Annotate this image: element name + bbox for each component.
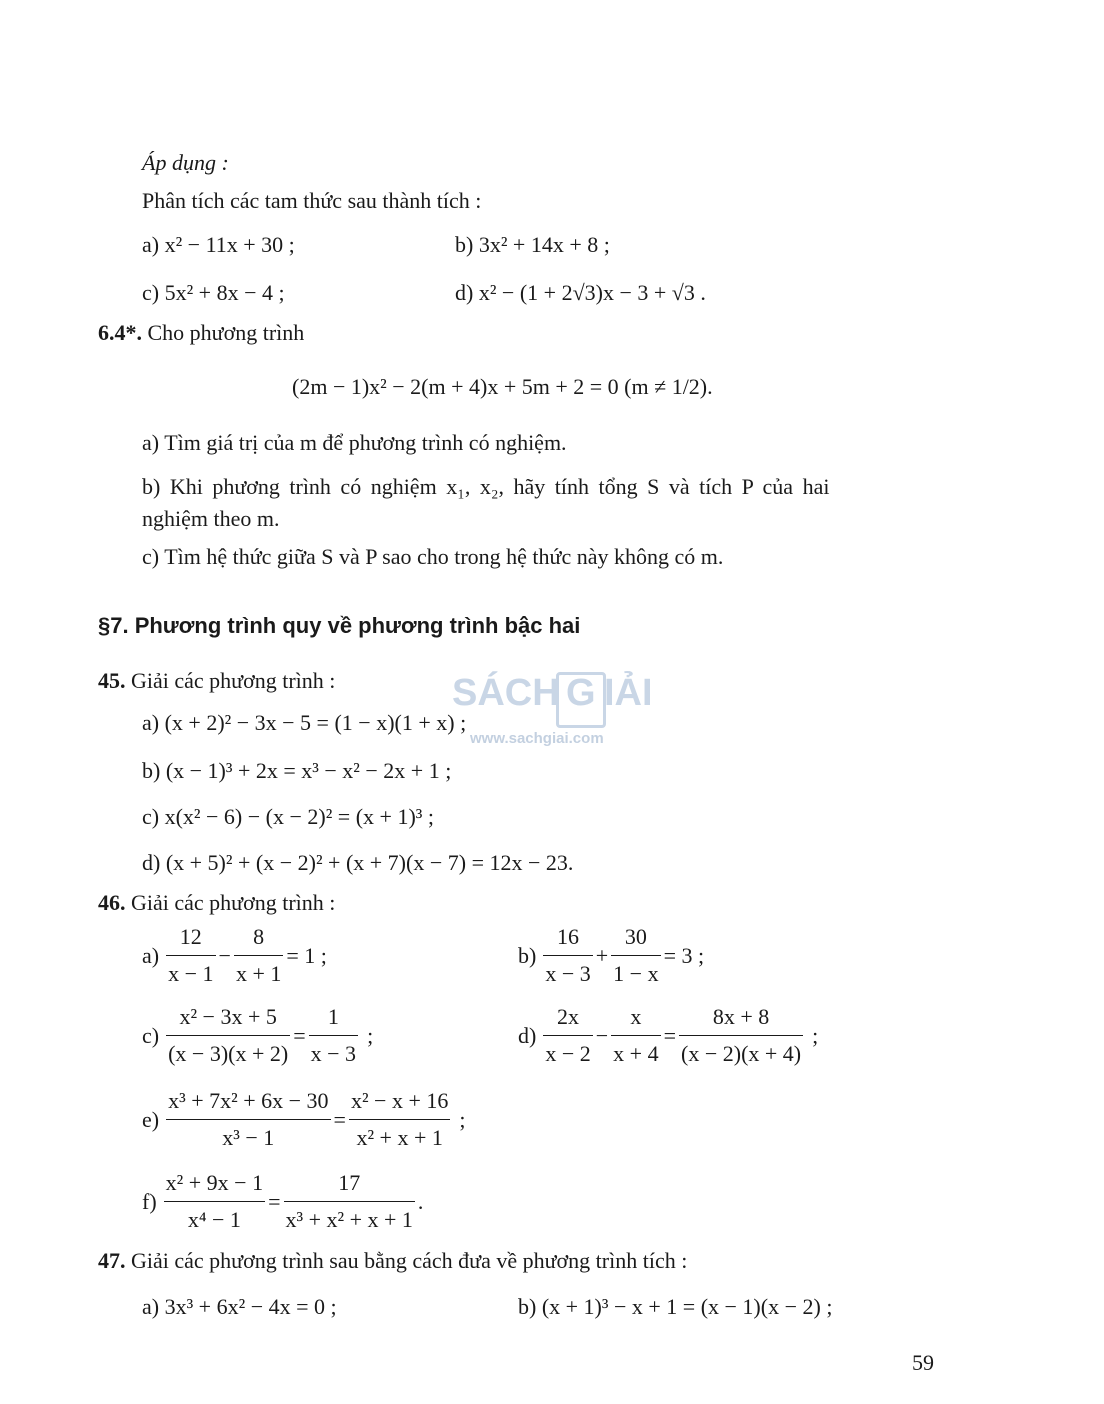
problem-46-a	[142, 924, 327, 987]
problem-45-c: c) x(x² − 6) − (x − 2)² = (x + 1)³ ;	[142, 804, 434, 829]
fraction	[166, 1088, 330, 1151]
numerator: 2x	[557, 1004, 580, 1029]
numerator: 16	[557, 924, 580, 949]
denominator: x³ + x² + x + 1	[285, 1207, 413, 1232]
problem-46-c	[142, 1004, 373, 1067]
apply-item-d: d) x² − (1 + 2√3)x − 3 + √3 .	[455, 280, 706, 305]
numerator: x² − x + 16	[350, 1088, 449, 1113]
operator: −	[595, 1022, 609, 1048]
problem-number: 45.	[98, 668, 126, 693]
fraction	[543, 924, 592, 987]
problem-6-4-part-b: b) Khi phương trình có nghiệm x₁, x₂, hãy tính tổng S và tích P của hai	[142, 474, 830, 499]
numerator: x² − 3x + 5	[179, 1004, 277, 1029]
apply-item-a: a) x² − 11x + 30 ;	[142, 232, 295, 257]
denominator: x⁴ − 1	[187, 1207, 241, 1232]
apply-item-c: c) 5x² + 8x − 4 ;	[142, 280, 285, 305]
problem-6-4-part-b-cont: nghiệm theo m.	[142, 506, 280, 531]
item-label: d)	[518, 1022, 537, 1048]
denominator: x + 4	[613, 1041, 659, 1066]
numerator: x	[630, 1004, 642, 1029]
problem-46-e	[142, 1088, 465, 1151]
problem-45-a: a) (x + 2)² − 3x − 5 = (1 − x)(1 + x) ;	[142, 710, 467, 735]
numerator: 17	[338, 1170, 361, 1195]
numerator: 8	[253, 924, 265, 949]
problem-6-4-equation: (2m − 1)x² − 2(m + 4)x + 5m + 2 = 0 (m ≠ 1/2).	[292, 374, 713, 399]
denominator: x − 2	[545, 1041, 591, 1066]
denominator: x − 3	[545, 961, 591, 986]
fraction	[166, 1004, 290, 1067]
item-label: b)	[518, 942, 537, 968]
problem-6-4-part-c: c) Tìm hệ thức giữa S và P sao cho trong hệ thức này không có m.	[142, 544, 724, 569]
equals-sign: =	[268, 1188, 281, 1214]
apply-heading: Áp dụng :	[142, 150, 229, 175]
problem-45-b: b) (x − 1)³ + 2x = x³ − x² − 2x + 1 ;	[142, 758, 452, 783]
denominator: x² + x + 1	[356, 1125, 443, 1150]
problem-number: 6.4*.	[98, 320, 142, 345]
problem-46-d	[518, 1004, 818, 1067]
problem-6-4-part-a: a) Tìm giá trị của m để phương trình có nghiệm.	[142, 430, 567, 455]
problem-46-intro	[98, 890, 335, 916]
fraction	[543, 1004, 592, 1067]
equals-sign: =	[333, 1106, 346, 1132]
numerator: 1	[327, 1004, 339, 1029]
item-label: a)	[142, 942, 160, 968]
fraction	[611, 924, 660, 987]
fraction	[166, 924, 215, 987]
problem-text: Giải các phương trình sau bằng cách đưa về phương trình tích :	[131, 1248, 688, 1273]
fraction	[611, 1004, 660, 1067]
rhs: = 1 ;	[286, 942, 327, 968]
fraction	[679, 1004, 803, 1067]
denominator: x + 1	[235, 961, 282, 986]
problem-46-f	[142, 1170, 423, 1233]
watermark-logo	[452, 664, 662, 754]
apply-item-b: b) 3x² + 14x + 8 ;	[455, 232, 610, 257]
problem-46-b	[518, 924, 704, 987]
problem-number: 46.	[98, 890, 126, 915]
problem-45-intro	[98, 668, 335, 694]
watermark-url: www.sachgiai.com	[470, 730, 604, 747]
terminator: .	[417, 1188, 424, 1214]
watermark-brand-left: SÁCH	[452, 672, 560, 714]
fraction	[164, 1170, 265, 1233]
fraction	[309, 1004, 358, 1067]
fraction	[234, 924, 283, 987]
denominator: (x − 3)(x + 2)	[168, 1041, 289, 1066]
section-7-title: §7. Phương trình quy về phương trình bậc hai	[98, 613, 581, 638]
fraction	[349, 1088, 450, 1151]
operator: +	[595, 942, 609, 968]
terminator: ;	[812, 1022, 819, 1048]
numerator: 30	[624, 924, 647, 949]
problem-47-b: b) (x + 1)³ − x + 1 = (x − 1)(x − 2) ;	[518, 1294, 833, 1319]
problem-number: 47.	[98, 1248, 126, 1273]
fraction	[284, 1170, 415, 1233]
numerator: x² + 9x − 1	[165, 1170, 264, 1195]
terminator: ;	[459, 1106, 466, 1132]
numerator: 8x + 8	[712, 1004, 770, 1029]
watermark-brand-g: G	[566, 672, 596, 714]
item-label: c)	[142, 1022, 160, 1048]
problem-6-4-intro	[98, 320, 304, 346]
operator: −	[218, 942, 231, 968]
problem-47-a: a) 3x³ + 6x² − 4x = 0 ;	[142, 1294, 337, 1319]
equals-sign: =	[293, 1022, 306, 1048]
apply-instruction: Phân tích các tam thức sau thành tích :	[142, 188, 482, 213]
terminator: ;	[367, 1022, 374, 1048]
denominator: (x − 2)(x + 4)	[681, 1041, 802, 1066]
problem-text: Cho phương trình	[147, 320, 305, 345]
denominator: x − 3	[310, 1041, 357, 1066]
denominator: x − 1	[168, 961, 214, 986]
numerator: 12	[179, 924, 202, 949]
problem-45-d: d) (x + 5)² + (x − 2)² + (x + 7)(x − 7) = 12x − 23.	[142, 850, 574, 875]
item-label: e)	[142, 1106, 160, 1132]
rhs: = 3 ;	[663, 942, 705, 968]
item-label: f)	[142, 1188, 157, 1214]
equals-sign: =	[663, 1022, 677, 1048]
problem-47-intro	[98, 1248, 687, 1274]
numerator: x³ + 7x² + 6x − 30	[168, 1088, 329, 1113]
problem-text: Giải các phương trình :	[131, 890, 336, 915]
watermark-brand-right: IẢI	[604, 672, 653, 714]
problem-text: Giải các phương trình :	[131, 668, 336, 693]
denominator: x³ − 1	[222, 1125, 275, 1150]
denominator: 1 − x	[613, 961, 659, 986]
page-number: 59	[912, 1350, 934, 1375]
